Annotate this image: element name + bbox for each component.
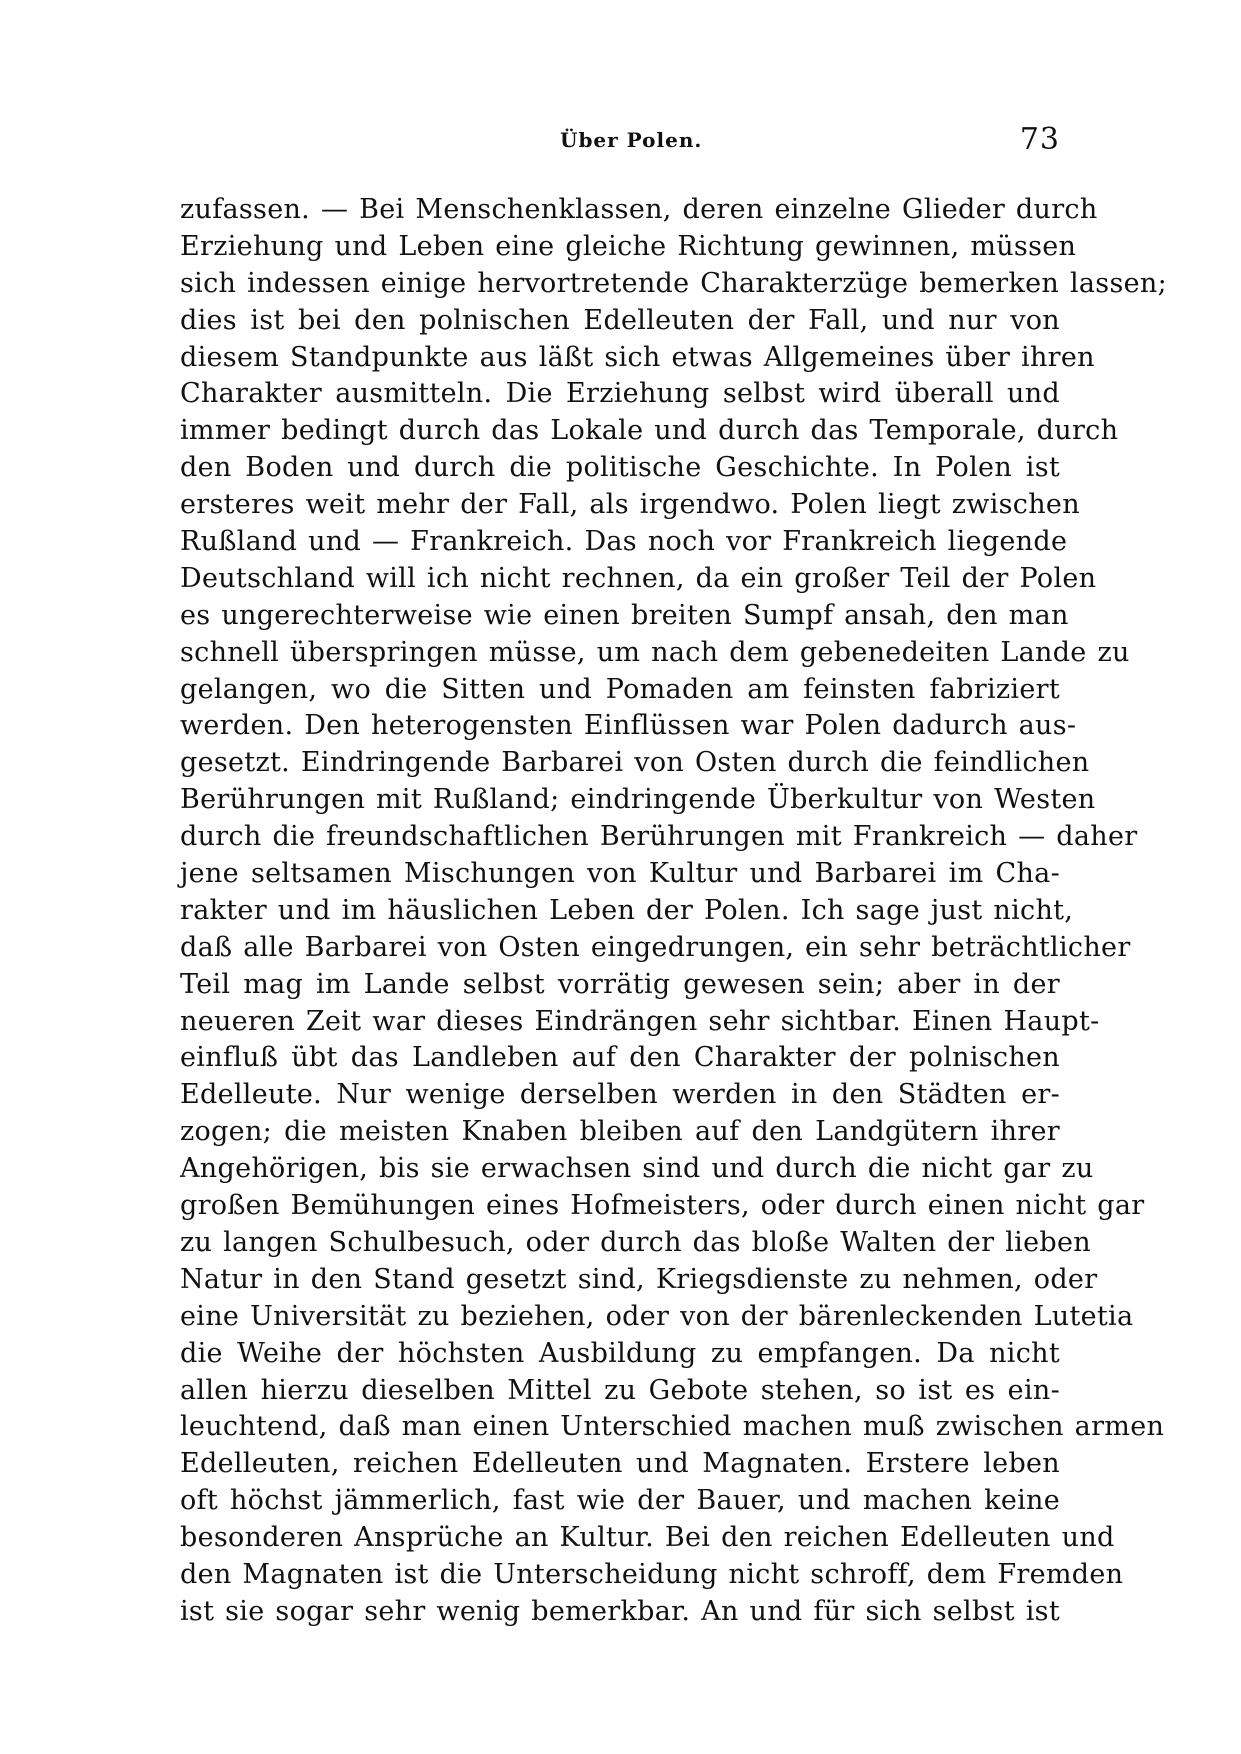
text-line: Edelleute. Nur wenige derselben werden in den Städten er- — [180, 1079, 1060, 1111]
page-number: 73 — [1019, 122, 1060, 157]
text-line: allen hierzu dieselben Mittel zu Gebote stehen, so ist es ein- — [180, 1374, 1060, 1406]
text-line: ersteres weit mehr der Fall, als irgendwo. Polen liegt zwischen — [180, 489, 1080, 521]
text-line: werden. Den heterogensten Einflüssen war Polen dadurch aus- — [180, 710, 1077, 742]
text-line: immer bedingt durch das Lokale und durch das Temporale, durch — [180, 415, 1119, 447]
text-line: rakter und im häuslichen Leben der Polen. Ich sage just nicht, — [180, 894, 1074, 926]
text-line: Edelleuten, reichen Edelleuten und Magnaten. Erstere leben — [180, 1448, 1060, 1480]
text-line: die Weihe der höchsten Ausbildung zu empfangen. Da nicht — [180, 1337, 1060, 1369]
text-line: Deutschland will ich nicht rechnen, da ein großer Teil der Polen — [180, 562, 1097, 594]
text-line: Angehörigen, bis sie erwachsen sind und durch die nicht gar zu — [180, 1153, 1094, 1185]
running-head — [180, 120, 1060, 160]
text-line: besonderen Ansprüche an Kultur. Bei den reichen Edelleuten und — [180, 1522, 1115, 1554]
text-line: Erziehung und Leben eine gleiche Richtung gewinnen, müssen — [180, 230, 1077, 262]
text-line: zu langen Schulbesuch, oder durch das bloße Walten der lieben — [180, 1226, 1091, 1258]
text-line: ist sie sogar sehr wenig bemerkbar. An und für sich selbst ist — [180, 1595, 1060, 1627]
text-line: eine Universität zu beziehen, oder von der bärenleckenden Lutetia — [180, 1300, 1134, 1332]
text-line: Berührungen mit Rußland; eindringende Überkultur von Westen — [180, 784, 1096, 816]
text-line: neueren Zeit war dieses Eindrängen sehr sichtbar. Einen Haupt- — [180, 1005, 1100, 1037]
text-line: es ungerechterweise wie einen breiten Sumpf ansah, den man — [180, 599, 1069, 631]
text-line: gesetzt. Eindringende Barbarei von Osten durch die feindlichen — [180, 747, 1090, 779]
text-line: einfluß übt das Landleben auf den Charakter der polnischen — [180, 1042, 1060, 1074]
text-line: oft höchst jämmerlich, fast wie der Bauer, und machen keine — [180, 1485, 1060, 1517]
text-line: Rußland und — Frankreich. Das noch vor Frankreich liegende — [180, 526, 1068, 558]
text-line: gelangen, wo die Sitten und Pomaden am feinsten fabriziert — [180, 673, 1060, 705]
text-line: zufassen. — Bei Menschenklassen, deren einzelne Glieder durch — [180, 194, 1098, 225]
body-text — [180, 192, 1167, 1631]
text-line: großen Bemühungen eines Hofmeisters, oder durch einen nicht gar — [180, 1190, 1145, 1222]
text-line: zogen; die meisten Knaben bleiben auf den Landgütern ihrer — [180, 1116, 1060, 1148]
running-title: Über Polen. — [560, 128, 703, 152]
text-line: diesem Standpunkte aus läßt sich etwas Allgemeines über ihren — [180, 341, 1095, 373]
text-line: Charakter ausmitteln. Die Erziehung selbst wird überall und — [180, 378, 1060, 410]
text-line: den Boden und durch die politische Geschichte. In Polen ist — [180, 452, 1060, 484]
text-line: daß alle Barbarei von Osten eingedrungen, ein sehr beträchtlicher — [180, 931, 1131, 963]
text-line: Teil mag im Lande selbst vorrätig gewesen sein; aber in der — [180, 968, 1060, 1000]
text-line: leuchtend, daß man einen Unterschied machen muß zwischen armen — [180, 1411, 1165, 1443]
text-line: dies ist bei den polnischen Edelleuten der Fall, und nur von — [180, 304, 1060, 336]
text-line: den Magnaten ist die Unterscheidung nicht schroff, dem Fremden — [180, 1558, 1124, 1590]
text-line: jene seltsamen Mischungen von Kultur und Barbarei im Cha- — [180, 858, 1060, 890]
text-line: schnell überspringen müsse, um nach dem gebenedeiten Lande zu — [180, 636, 1130, 668]
text-line: durch die freundschaftlichen Berührungen mit Frankreich — daher — [180, 821, 1138, 853]
text-line: sich indessen einige hervortretende Charakterzüge bemerken lassen; — [180, 267, 1167, 299]
text-line: Natur in den Stand gesetzt sind, Kriegsdienste zu nehmen, oder — [180, 1263, 1098, 1295]
